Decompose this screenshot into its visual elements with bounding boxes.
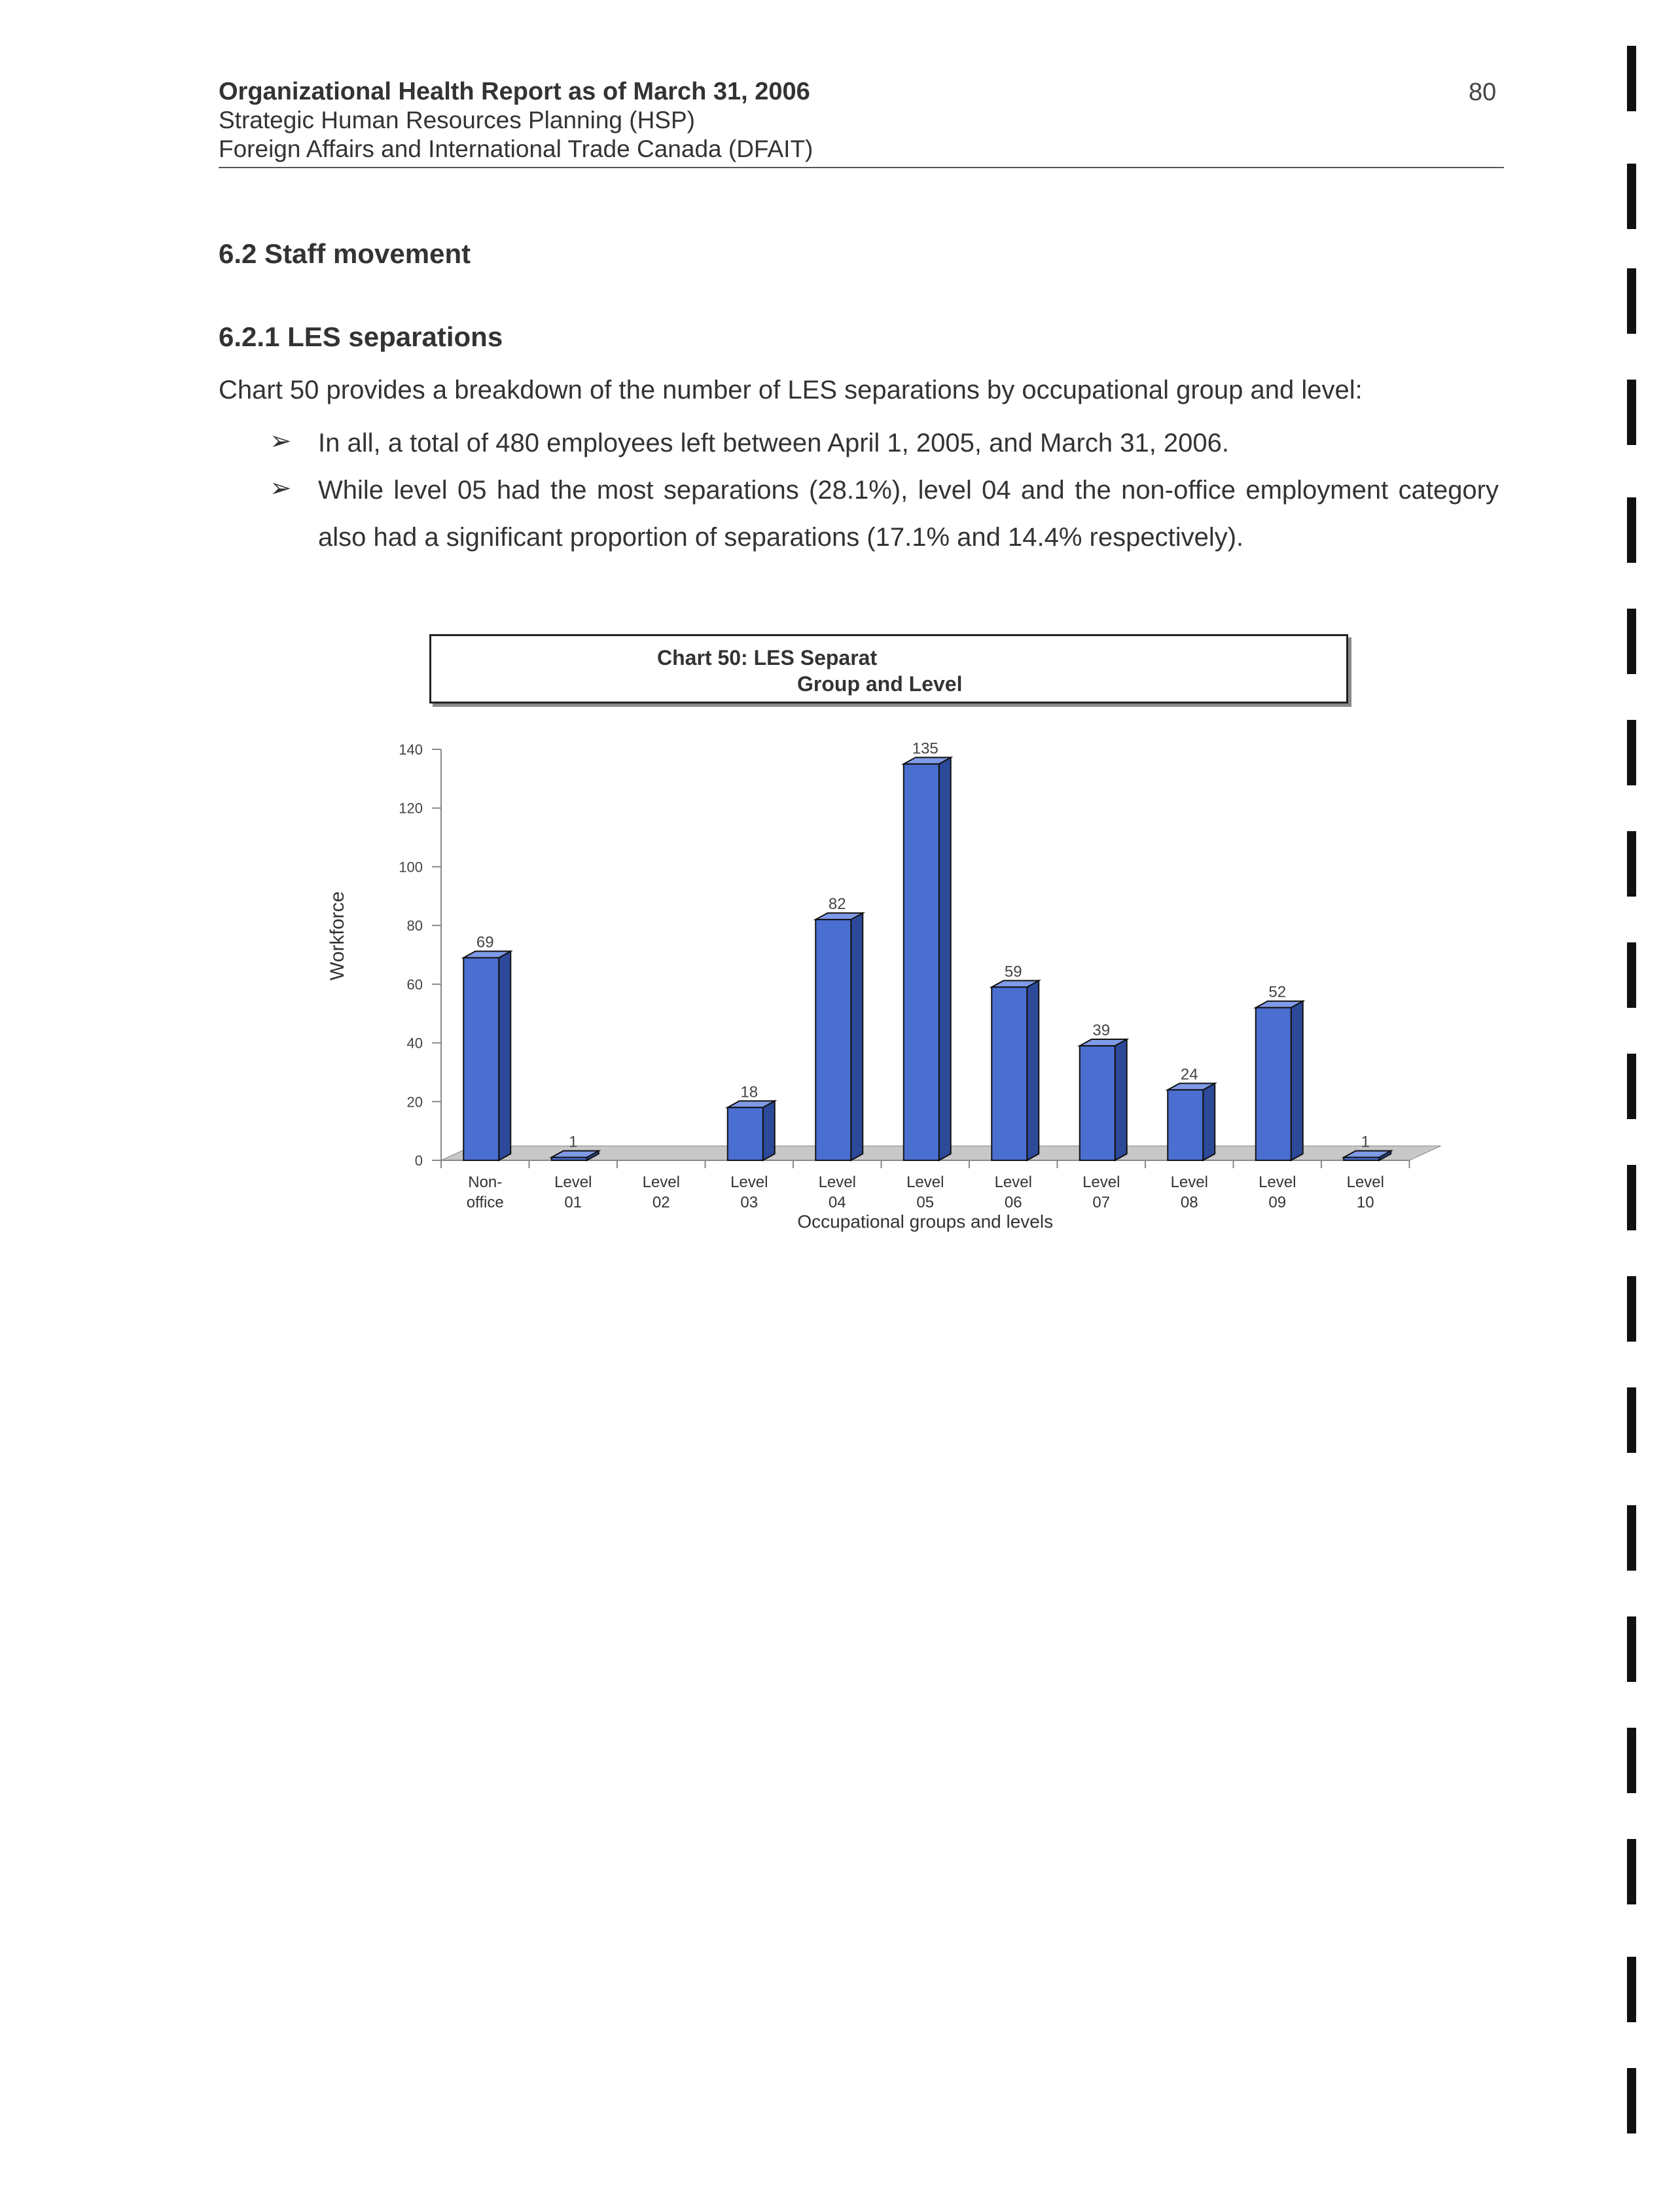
x-tick-label: 07 bbox=[1092, 1194, 1111, 1211]
bar bbox=[1168, 1090, 1203, 1160]
y-tick-label: 100 bbox=[399, 859, 423, 876]
x-tick-label: Level bbox=[554, 1173, 592, 1191]
data-label: 69 bbox=[476, 933, 494, 952]
data-label: 59 bbox=[1004, 963, 1022, 981]
report-department: Strategic Human Resources Planning (HSP) bbox=[219, 107, 695, 134]
chart-title-line-1: Chart 50: LES Separat bbox=[657, 646, 878, 669]
x-tick-label: 06 bbox=[1004, 1194, 1022, 1211]
x-tick-label: Level bbox=[1170, 1173, 1208, 1191]
bullet-item: In all, a total of 480 employees left between April 1, 2005, and March 31, 2006. bbox=[318, 429, 1230, 457]
bar bbox=[463, 957, 499, 1160]
bar-side bbox=[763, 1101, 775, 1160]
x-tick-label: 08 bbox=[1180, 1194, 1198, 1211]
y-tick-label: 0 bbox=[414, 1152, 423, 1169]
bar bbox=[1080, 1046, 1115, 1160]
x-tick-label: 05 bbox=[916, 1194, 935, 1211]
bar-side bbox=[1203, 1083, 1215, 1160]
report-organization: Foreign Affairs and International Trade Canada (DFAIT) bbox=[219, 135, 813, 162]
bullet-arrow-icon: ➢ bbox=[270, 474, 292, 503]
bar-side bbox=[939, 757, 951, 1160]
x-tick-label: Level bbox=[906, 1173, 944, 1191]
chart-title-line-2: Group and Level bbox=[797, 672, 963, 696]
x-tick-label: office bbox=[466, 1194, 504, 1211]
y-tick-label: 140 bbox=[399, 741, 423, 758]
binding-holes bbox=[1622, 39, 1648, 2173]
y-axis-label: Workforce bbox=[327, 891, 348, 981]
x-tick-label: 10 bbox=[1356, 1194, 1374, 1211]
data-label: 1 bbox=[569, 1133, 578, 1151]
x-tick-label: 01 bbox=[564, 1194, 582, 1211]
y-tick-label: 120 bbox=[399, 800, 423, 817]
data-label: 24 bbox=[1180, 1065, 1198, 1084]
x-tick-label: Level bbox=[1082, 1173, 1120, 1191]
x-tick-label: Level bbox=[730, 1173, 768, 1191]
bar bbox=[552, 1158, 587, 1160]
x-axis-label: Occupational groups and levels bbox=[797, 1211, 1054, 1232]
bar-side bbox=[1115, 1039, 1127, 1160]
data-label: 1 bbox=[1361, 1133, 1370, 1151]
x-tick-label: Level bbox=[818, 1173, 856, 1191]
section-heading: 6.2 Staff movement bbox=[219, 238, 471, 269]
y-tick-label: 40 bbox=[406, 1035, 423, 1052]
data-label: 39 bbox=[1092, 1022, 1111, 1040]
x-tick-label: Non- bbox=[468, 1173, 503, 1191]
bar-side bbox=[499, 951, 510, 1160]
x-tick-label: 04 bbox=[828, 1194, 846, 1211]
x-tick-label: Level bbox=[1346, 1173, 1384, 1191]
bar-side bbox=[1027, 980, 1039, 1160]
bar bbox=[728, 1107, 763, 1160]
bullet-item: While level 05 had the most separations (28.1%), level 04 and the non-office employment category also had a significant proportion of separations (17.1% and 14.4% respectively). bbox=[318, 476, 1499, 552]
x-tick-label: 09 bbox=[1268, 1194, 1287, 1211]
page-number: 80 bbox=[1469, 79, 1497, 106]
x-tick-label: 02 bbox=[652, 1194, 670, 1211]
bar bbox=[1344, 1158, 1379, 1160]
bar bbox=[992, 987, 1027, 1160]
intro-paragraph: Chart 50 provides a breakdown of the number of LES separations by occupational group and level: bbox=[219, 376, 1363, 404]
bar bbox=[815, 919, 851, 1160]
y-tick-label: 80 bbox=[406, 918, 423, 935]
subsection-heading: 6.2.1 LES separations bbox=[219, 321, 503, 352]
bar-side bbox=[1291, 1001, 1303, 1160]
report-title: Organizational Health Report as of March 31, 2006 bbox=[219, 78, 810, 105]
bullet-arrow-icon: ➢ bbox=[270, 427, 292, 455]
x-tick-label: Level bbox=[642, 1173, 680, 1191]
data-label: 135 bbox=[912, 740, 938, 758]
data-label: 18 bbox=[740, 1083, 759, 1101]
y-tick-label: 20 bbox=[406, 1094, 423, 1111]
y-tick-label: 60 bbox=[406, 976, 423, 993]
x-tick-label: Level bbox=[1259, 1173, 1296, 1191]
x-tick-label: 03 bbox=[740, 1194, 759, 1211]
data-label: 52 bbox=[1268, 983, 1287, 1001]
data-label: 82 bbox=[828, 895, 846, 914]
bar bbox=[1256, 1008, 1291, 1160]
x-tick-label: Level bbox=[994, 1173, 1032, 1191]
bar-side bbox=[851, 913, 863, 1160]
bar bbox=[904, 764, 939, 1160]
